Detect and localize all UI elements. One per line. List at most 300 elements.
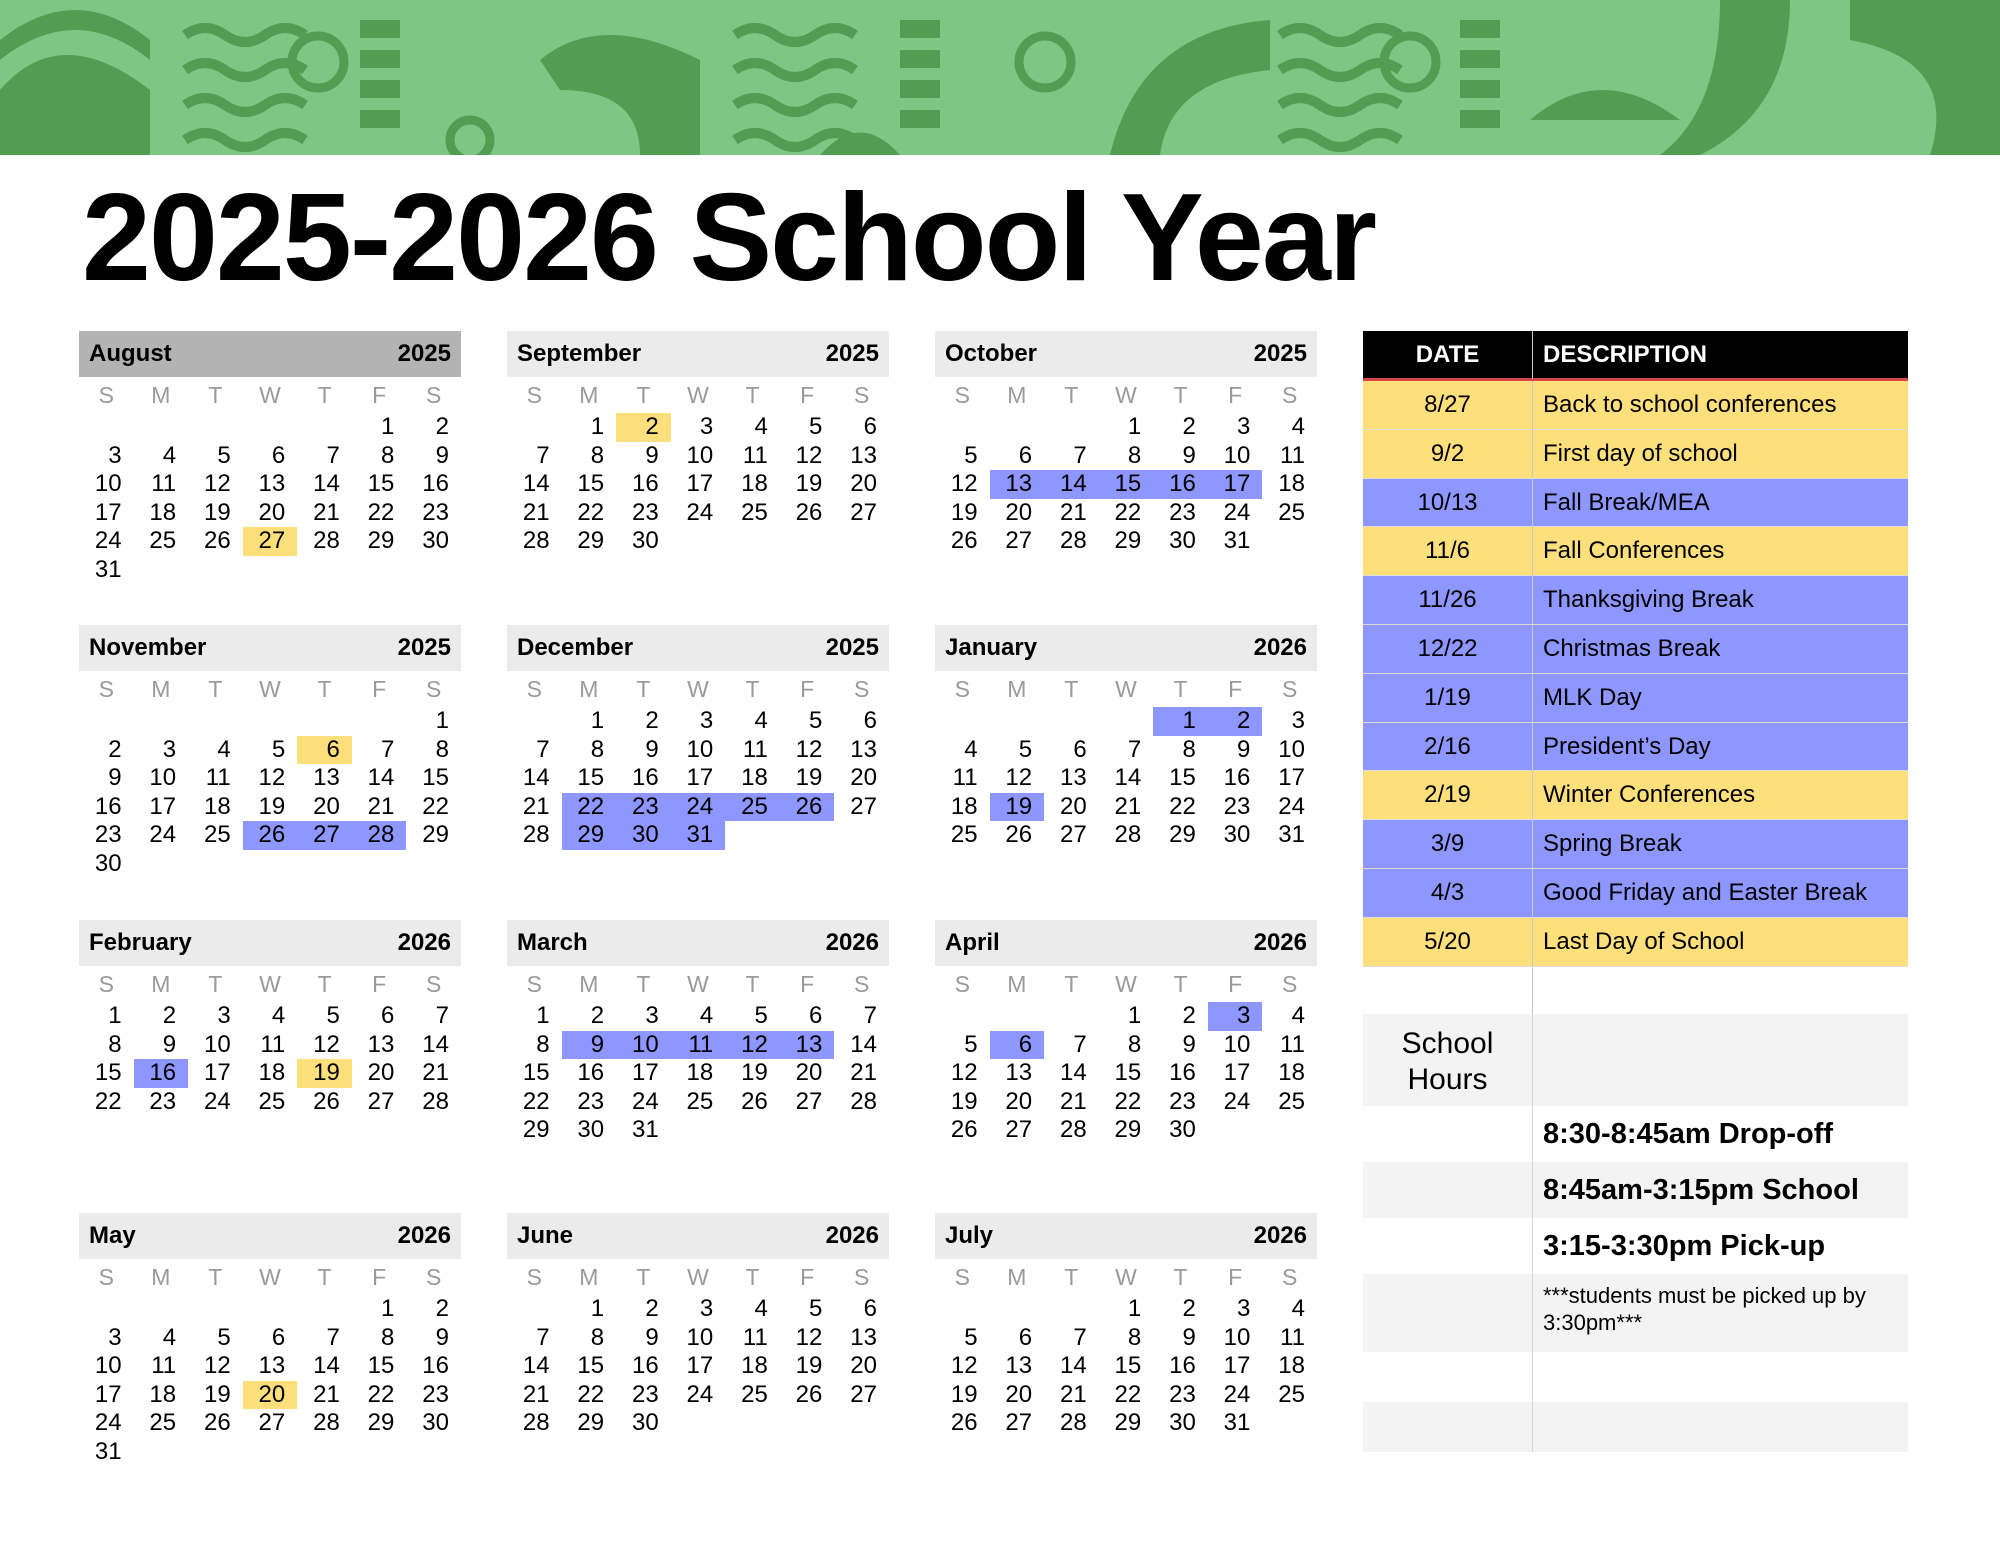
week-row (507, 707, 889, 736)
day-cell: 24 (671, 793, 726, 822)
day-cell: 9 (1182, 441, 1196, 469)
weekday-label: S (1281, 676, 1298, 702)
day-cell: 29 (1114, 527, 1142, 554)
weekday-label: T (1064, 971, 1079, 997)
day-cell: 30 (631, 527, 659, 554)
weekday-label: S (954, 1264, 970, 1290)
day-cell: 12 (258, 764, 286, 791)
week-row (79, 1002, 461, 1031)
weekday-label: S (98, 1264, 114, 1290)
event-row (1363, 918, 1908, 967)
weekday-label: S (1281, 971, 1298, 997)
day-cell: 25 (1278, 1380, 1305, 1408)
weekday-label: T (636, 676, 651, 702)
day-cell: 31 (631, 1116, 659, 1143)
day-cell: 23 (1223, 792, 1251, 820)
weekday-header (935, 966, 1317, 1002)
day-cell: 6 (381, 1002, 395, 1029)
weekday-label: S (526, 1264, 542, 1290)
school-hours-blank-row (1363, 1352, 1908, 1402)
day-cell: 8 (381, 1323, 395, 1351)
month-january (935, 625, 1317, 850)
day-cell: 16 (1169, 1059, 1196, 1086)
week-row (935, 736, 1317, 765)
day-cell: 13 (258, 470, 286, 497)
day-cell: 27 (258, 1409, 286, 1436)
weekday-label: S (425, 382, 442, 408)
day-cell: 25 (741, 1380, 768, 1408)
day-cell: 30 (1169, 1116, 1196, 1143)
day-cell: 27 (297, 821, 352, 850)
day-cell: 11 (1280, 441, 1305, 469)
day-cell: 15 (577, 1352, 605, 1379)
weekday-label: M (151, 971, 171, 997)
day-cell: 19 (990, 793, 1045, 822)
weekday-label: S (98, 676, 114, 702)
month-march (507, 920, 889, 1145)
day-cell: 12 (950, 1059, 978, 1086)
day-cell: 2 (1182, 413, 1196, 440)
week-row (507, 1002, 889, 1031)
event-description: Fall Conferences (1543, 537, 1725, 565)
weekday-label: W (687, 1264, 709, 1290)
day-cell: 3 (1291, 707, 1305, 734)
weekday-label: T (208, 971, 223, 997)
day-cell: 9 (645, 1323, 659, 1351)
event-description: MLK Day (1543, 683, 1642, 711)
day-cell: 12 (1005, 764, 1033, 791)
week-row (935, 1409, 1317, 1438)
day-cell: 23 (616, 793, 671, 822)
day-cell: 26 (313, 1087, 340, 1115)
week-row (935, 707, 1317, 736)
empty-day-cell (1044, 707, 1099, 736)
day-cell: 18 (1278, 470, 1305, 497)
day-cell: 31 (1278, 821, 1305, 848)
day-cell: 4 (754, 413, 768, 440)
day-cell: 24 (1223, 1380, 1251, 1408)
day-cell: 4 (699, 1002, 714, 1029)
day-cell: 6 (863, 707, 877, 734)
week-row (507, 1059, 889, 1088)
day-cell: 27 (1005, 1409, 1033, 1436)
day-cell: 9 (645, 441, 659, 469)
event-row (1363, 869, 1908, 918)
day-cell: 24 (94, 1409, 122, 1436)
empty-day-cell (243, 850, 298, 879)
day-cell: 7 (1073, 1030, 1087, 1058)
school-hours-blank-row (1363, 1402, 1908, 1452)
day-cell: 28 (522, 821, 550, 848)
empty-day-cell (671, 1116, 726, 1145)
day-cell: 10 (94, 1352, 122, 1379)
day-cell: 5 (217, 1323, 231, 1351)
empty-day-cell (297, 850, 352, 879)
day-cell: 5 (217, 441, 231, 469)
day-cell: 11 (742, 735, 768, 763)
event-row (1363, 381, 1908, 430)
day-cell: 27 (1005, 527, 1033, 554)
day-cell: 1 (590, 1295, 605, 1322)
weekday-label: F (800, 676, 815, 702)
weekday-header (79, 1259, 461, 1295)
day-cell: 10 (686, 441, 714, 469)
month-name: November (89, 634, 207, 661)
week-row (79, 1031, 461, 1060)
day-cell: 25 (1278, 498, 1305, 526)
day-cell: 6 (809, 1002, 823, 1029)
day-cell: 26 (795, 498, 823, 526)
events-rows (1363, 381, 1908, 967)
weekday-header (79, 377, 461, 413)
day-cell: 22 (1169, 792, 1196, 820)
weekday-label: W (687, 971, 709, 997)
empty-day-cell (990, 1295, 1045, 1324)
weekday-label: T (317, 1264, 332, 1290)
day-cell: 10 (686, 735, 714, 763)
weekday-label: T (1064, 1264, 1079, 1290)
day-cell: 25 (725, 793, 780, 822)
day-cell: 15 (577, 764, 605, 791)
day-cell: 10 (1278, 735, 1305, 763)
day-cell: 5 (964, 1323, 978, 1351)
day-cell: 30 (1169, 527, 1196, 554)
weekday-header (935, 671, 1317, 707)
events-table (1363, 331, 1908, 1015)
empty-day-cell (243, 413, 298, 442)
day-cell: 20 (850, 470, 877, 497)
empty-day-cell (243, 556, 298, 585)
weekday-label: S (98, 971, 114, 997)
weekday-label: T (636, 971, 651, 997)
day-cell: 30 (422, 527, 449, 554)
event-date: 1/19 (1363, 674, 1533, 722)
day-cell: 18 (203, 792, 231, 820)
weekday-label: T (208, 382, 223, 408)
day-cell: 19 (741, 1059, 768, 1086)
empty-day-cell (352, 707, 407, 736)
event-description: Thanksgiving Break (1543, 586, 1754, 614)
day-cell: 28 (1059, 527, 1087, 554)
day-cell: 6 (863, 413, 877, 440)
day-cell: 2 (1182, 1295, 1196, 1322)
day-cell: 22 (367, 1380, 395, 1408)
event-date: 10/13 (1363, 479, 1533, 527)
month-name: May (89, 1222, 136, 1249)
event-date: 4/3 (1363, 869, 1533, 917)
weekday-label: S (425, 676, 442, 702)
day-cell: 14 (1059, 1352, 1087, 1379)
day-cell: 21 (313, 498, 340, 526)
month-header (935, 1213, 1317, 1259)
day-cell: 13 (1005, 1059, 1033, 1086)
empty-day-cell (1262, 1409, 1317, 1438)
week-row (935, 1116, 1317, 1145)
day-cell: 23 (422, 498, 449, 526)
day-cell: 30 (1223, 821, 1251, 848)
day-cell: 28 (522, 527, 550, 554)
day-cell: 13 (990, 470, 1045, 499)
event-date: 12/22 (1363, 625, 1533, 673)
day-cell: 22 (562, 793, 617, 822)
day-cell: 24 (686, 498, 714, 526)
empty-day-cell (935, 1002, 990, 1031)
day-cell: 1 (381, 413, 395, 440)
day-cell: 26 (950, 1409, 978, 1436)
day-cell: 14 (522, 470, 550, 497)
day-cell: 21 (1059, 498, 1087, 526)
day-cell: 3 (645, 1002, 659, 1029)
day-cell: 26 (741, 1087, 768, 1115)
empty-day-cell (352, 1438, 407, 1467)
empty-day-cell (1262, 527, 1317, 556)
day-cell: 8 (1127, 1323, 1142, 1351)
day-cell: 18 (741, 470, 768, 497)
event-description: Back to school conferences (1543, 391, 1837, 418)
day-cell: 2 (162, 1002, 177, 1029)
empty-day-cell (834, 1116, 889, 1145)
day-cell: 21 (522, 792, 550, 820)
day-cell: 30 (616, 821, 671, 850)
day-cell: 21 (850, 1059, 877, 1086)
day-cell: 25 (258, 1087, 286, 1115)
weekday-label: W (259, 971, 281, 997)
empty-day-cell (834, 1409, 889, 1438)
day-cell: 25 (149, 1409, 177, 1436)
month-header (935, 625, 1317, 671)
event-description: Christmas Break (1543, 634, 1721, 662)
day-cell: 1 (1127, 1295, 1142, 1322)
day-cell: 24 (94, 527, 122, 554)
day-cell: 6 (271, 441, 286, 469)
weekday-label: M (579, 1264, 599, 1290)
week-row (79, 1381, 461, 1410)
day-cell: 6 (863, 1295, 877, 1322)
week-row (79, 1438, 461, 1467)
day-cell: 24 (1223, 498, 1251, 526)
weekday-header (507, 966, 889, 1002)
event-description: Spring Break (1543, 830, 1682, 858)
empty-day-cell (297, 413, 352, 442)
day-cell: 28 (850, 1087, 877, 1115)
day-cell: 1 (1127, 413, 1142, 440)
day-cell: 3 (1237, 413, 1251, 440)
empty-day-cell (834, 527, 889, 556)
empty-day-cell (1044, 1002, 1099, 1031)
day-cell: 11 (1280, 1030, 1305, 1058)
day-cell: 17 (1223, 1352, 1251, 1379)
month-year: 2025 (397, 634, 451, 661)
week-row (935, 442, 1317, 471)
month-name: April (945, 929, 1000, 956)
month-name: January (945, 634, 1038, 661)
day-cell: 25 (149, 527, 177, 554)
day-cell: 26 (780, 793, 835, 822)
day-cell: 29 (522, 1116, 550, 1143)
day-cell: 7 (381, 735, 395, 763)
day-cell: 14 (1114, 764, 1142, 791)
day-cell: 12 (725, 1031, 780, 1060)
school-hours-note: ***students must be picked up by 3:30pm*** (1543, 1283, 1866, 1335)
weekday-label: M (1007, 1264, 1027, 1290)
day-cell: 8 (590, 441, 605, 469)
weekday-label: T (745, 676, 760, 702)
day-cell: 9 (1182, 1030, 1196, 1058)
day-cell: 7 (326, 441, 340, 469)
day-cell: 11 (671, 1031, 726, 1060)
weekday-label: S (526, 676, 542, 702)
day-cell: 10 (1223, 1030, 1251, 1058)
day-cell: 31 (1223, 527, 1251, 554)
day-cell: 20 (1005, 498, 1033, 526)
day-cell: 22 (94, 1087, 122, 1115)
day-cell: 9 (1237, 735, 1251, 763)
empty-day-cell (671, 1409, 726, 1438)
school-hours-pickup: 3:15-3:30pm Pick-up (1543, 1230, 1826, 1262)
day-cell: 4 (162, 1323, 177, 1351)
empty-day-cell (780, 527, 835, 556)
day-cell: 9 (645, 735, 659, 763)
day-cell: 20 (1059, 792, 1087, 820)
event-row (1363, 674, 1908, 723)
month-header (507, 920, 889, 966)
day-cell: 21 (522, 1380, 550, 1408)
empty-day-cell (188, 556, 243, 585)
weekday-label: M (1007, 971, 1027, 997)
day-cell: 14 (313, 1352, 340, 1379)
day-cell: 11 (205, 764, 231, 791)
week-row (935, 527, 1317, 556)
day-cell: 19 (795, 470, 823, 497)
week-row (507, 1409, 889, 1438)
day-cell: 11 (151, 1352, 177, 1379)
week-row (935, 413, 1317, 442)
weekday-label: T (1173, 382, 1188, 408)
day-cell: 24 (203, 1087, 231, 1115)
day-cell: 1 (108, 1002, 122, 1029)
day-cell: 16 (631, 764, 659, 791)
day-cell: 14 (522, 764, 550, 791)
day-cell: 23 (577, 1087, 605, 1115)
empty-day-cell (134, 413, 189, 442)
week-row (507, 764, 889, 793)
month-header (79, 331, 461, 377)
day-cell: 1 (590, 413, 605, 440)
weekday-label: S (853, 382, 870, 408)
day-cell: 19 (950, 1087, 978, 1115)
day-cell: 2 (1208, 707, 1263, 736)
weekday-label: W (687, 676, 709, 702)
day-cell: 19 (950, 498, 978, 526)
weekday-label: T (636, 1264, 651, 1290)
empty-day-cell (935, 1295, 990, 1324)
day-cell: 26 (203, 1409, 231, 1436)
day-cell: 7 (1073, 441, 1087, 469)
month-august (79, 331, 461, 584)
day-cell: 16 (577, 1059, 605, 1086)
day-cell: 19 (203, 498, 231, 526)
weekday-label: F (800, 971, 815, 997)
day-cell: 31 (1223, 1409, 1251, 1436)
day-cell: 3 (1237, 1295, 1251, 1322)
week-row (79, 821, 461, 850)
day-cell: 12 (950, 1352, 978, 1379)
event-description: First day of school (1543, 439, 1738, 467)
day-cell: 12 (203, 470, 231, 497)
day-cell: 10 (149, 764, 177, 791)
day-cell: 10 (94, 470, 122, 497)
empty-day-cell (507, 707, 562, 736)
day-cell: 16 (631, 470, 659, 497)
day-cell: 21 (1059, 1087, 1087, 1115)
day-cell: 22 (1114, 498, 1142, 526)
week-row (79, 413, 461, 442)
weekday-label: S (98, 382, 114, 408)
day-cell: 2 (616, 413, 671, 442)
day-cell: 15 (1169, 764, 1196, 791)
day-cell: 13 (367, 1030, 395, 1058)
day-cell: 15 (94, 1059, 122, 1086)
school-hours-label-text: School Hours (1401, 1027, 1494, 1096)
empty-day-cell (134, 556, 189, 585)
day-cell: 28 (522, 1409, 550, 1436)
empty-day-cell (834, 821, 889, 850)
day-cell: 23 (631, 1380, 659, 1408)
event-row (1363, 430, 1908, 479)
day-cell: 3 (108, 1323, 122, 1351)
event-description: President’s Day (1543, 732, 1711, 760)
week-row (507, 499, 889, 528)
day-cell: 16 (422, 1352, 449, 1379)
day-cell: 27 (243, 527, 298, 556)
day-cell: 15 (1099, 470, 1154, 499)
day-cell: 14 (1059, 1059, 1087, 1086)
day-cell: 30 (94, 849, 122, 877)
school-hours-school: 8:45am-3:15pm School (1543, 1174, 1859, 1206)
day-cell: 19 (297, 1059, 352, 1088)
school-hours-dropoff: 8:30-8:45am Drop-off (1543, 1118, 1834, 1150)
day-cell: 7 (435, 1002, 449, 1029)
day-cell: 5 (964, 441, 978, 469)
day-cell: 6 (1018, 441, 1033, 469)
weekday-label: S (853, 971, 870, 997)
day-cell: 6 (990, 1031, 1045, 1060)
day-cell: 18 (1278, 1059, 1305, 1086)
empty-day-cell (134, 850, 189, 879)
day-cell: 12 (313, 1030, 340, 1058)
month-may (79, 1213, 461, 1466)
empty-day-cell (990, 707, 1045, 736)
empty-day-cell (188, 1438, 243, 1467)
weekday-label: S (853, 676, 870, 702)
week-row (507, 1352, 889, 1381)
day-cell: 19 (203, 1380, 231, 1408)
day-cell: 5 (271, 735, 286, 763)
day-cell: 6 (1018, 1323, 1033, 1351)
empty-day-cell (507, 1295, 562, 1324)
day-cell: 25 (950, 821, 978, 848)
event-date: 9/2 (1363, 430, 1533, 478)
week-row (507, 442, 889, 471)
day-cell: 12 (795, 441, 823, 469)
month-name: August (89, 340, 172, 367)
day-cell: 25 (686, 1087, 714, 1115)
day-cell: 24 (631, 1087, 659, 1115)
day-cell: 12 (795, 735, 823, 763)
day-cell: 29 (422, 821, 449, 848)
day-cell: 15 (1114, 1059, 1142, 1086)
empty-day-cell (188, 1295, 243, 1324)
